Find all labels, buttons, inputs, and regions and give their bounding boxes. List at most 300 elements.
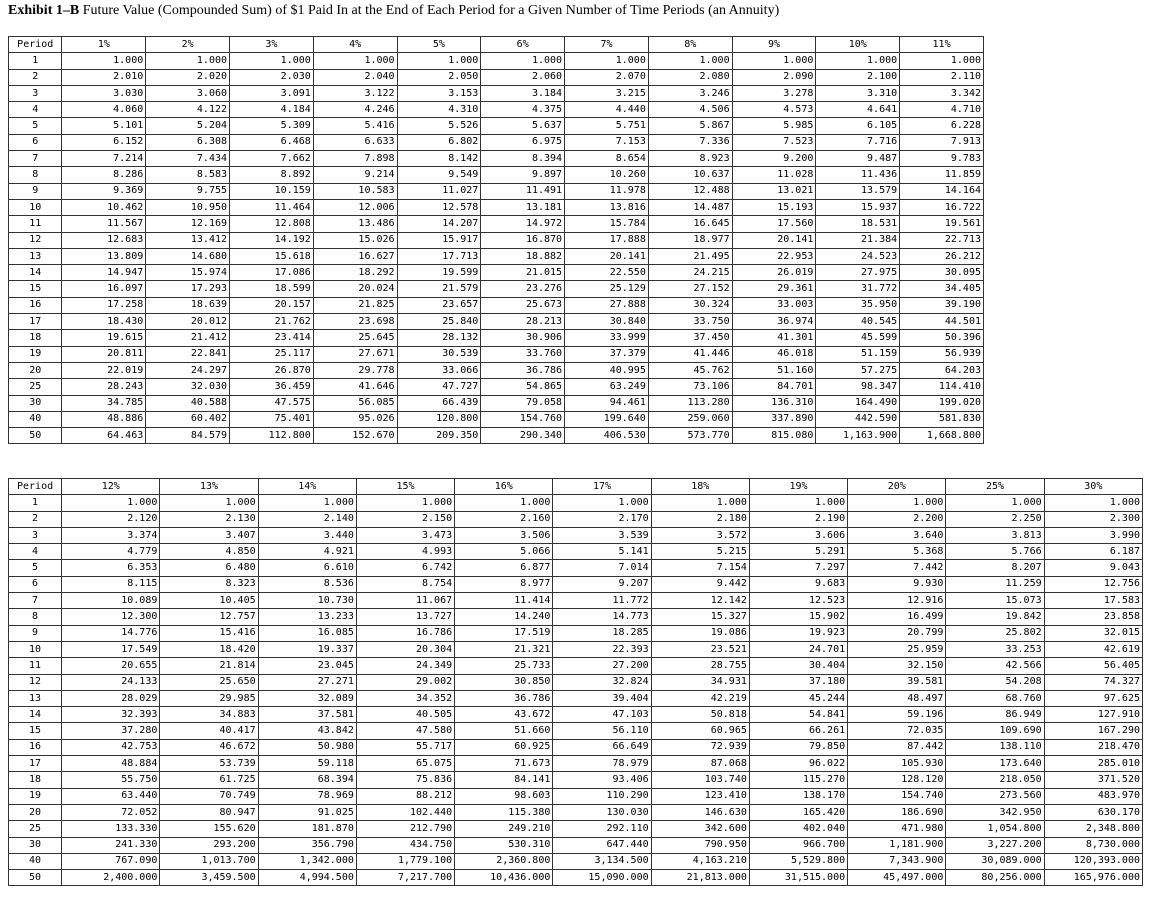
value-cell: 13.727 — [356, 609, 454, 625]
value-cell: 113.280 — [648, 395, 732, 411]
value-cell: 102.440 — [356, 804, 454, 820]
value-cell: 7.297 — [749, 560, 847, 576]
value-cell: 12.578 — [397, 199, 481, 215]
value-cell: 87.442 — [848, 739, 946, 755]
value-cell: 112.800 — [230, 428, 314, 444]
value-cell: 14.240 — [455, 609, 553, 625]
table-row — [9, 395, 984, 411]
value-cell: 21.762 — [230, 314, 314, 330]
value-cell: 199.640 — [565, 411, 649, 427]
period-cell: 3 — [9, 527, 62, 543]
value-cell: 10,436.000 — [455, 870, 553, 886]
table-row — [9, 560, 1143, 576]
value-cell: 442.590 — [816, 411, 900, 427]
value-cell: 5.368 — [848, 544, 946, 560]
value-cell: 21.321 — [455, 641, 553, 657]
period-cell: 20 — [9, 362, 62, 378]
value-cell: 9.487 — [816, 151, 900, 167]
value-cell: 18.420 — [160, 641, 258, 657]
value-cell: 8.923 — [648, 151, 732, 167]
value-cell: 2.130 — [160, 511, 258, 527]
value-cell: 3,134.500 — [553, 853, 651, 869]
rate-header: 30% — [1044, 479, 1142, 495]
value-cell: 10.637 — [648, 167, 732, 183]
value-cell: 37.379 — [565, 346, 649, 362]
table-row — [9, 216, 984, 232]
value-cell: 24.349 — [356, 658, 454, 674]
value-cell: 16.097 — [62, 281, 146, 297]
value-cell: 18.639 — [146, 297, 230, 313]
value-cell: 173.640 — [946, 756, 1044, 772]
value-cell: 3.310 — [816, 85, 900, 101]
value-cell: 32.015 — [1044, 625, 1142, 641]
value-cell: 1.000 — [565, 53, 649, 69]
value-cell: 6.975 — [481, 134, 565, 150]
value-cell: 8.142 — [397, 151, 481, 167]
table-row — [9, 314, 984, 330]
value-cell: 86.949 — [946, 707, 1044, 723]
value-cell: 18.531 — [816, 216, 900, 232]
value-cell: 4.440 — [565, 102, 649, 118]
value-cell: 6.152 — [62, 134, 146, 150]
period-cell: 11 — [9, 216, 62, 232]
value-cell: 3.184 — [481, 85, 565, 101]
value-cell: 138.170 — [749, 788, 847, 804]
value-cell: 54.841 — [749, 707, 847, 723]
value-cell: 74.327 — [1044, 674, 1142, 690]
value-cell: 94.461 — [565, 395, 649, 411]
value-cell: 109.690 — [946, 723, 1044, 739]
value-cell: 6.610 — [258, 560, 356, 576]
value-cell: 9.200 — [732, 151, 816, 167]
value-cell: 41.301 — [732, 330, 816, 346]
value-cell: 164.490 — [816, 395, 900, 411]
value-cell: 273.560 — [946, 788, 1044, 804]
value-cell: 48.497 — [848, 690, 946, 706]
value-cell: 17.549 — [62, 641, 160, 657]
value-cell: 2.100 — [816, 69, 900, 85]
table-row — [9, 511, 1143, 527]
value-cell: 1.000 — [313, 53, 397, 69]
table-row — [9, 739, 1143, 755]
value-cell: 3,227.200 — [946, 837, 1044, 853]
table-row — [9, 641, 1143, 657]
value-cell: 1.000 — [946, 495, 1044, 511]
period-cell: 6 — [9, 134, 62, 150]
value-cell: 120,393.000 — [1044, 853, 1142, 869]
value-cell: 32.393 — [62, 707, 160, 723]
value-cell: 530.310 — [455, 837, 553, 853]
table-row — [9, 232, 984, 248]
value-cell: 5.985 — [732, 118, 816, 134]
table-row — [9, 248, 984, 264]
value-cell: 23.045 — [258, 658, 356, 674]
value-cell: 371.520 — [1044, 772, 1142, 788]
value-cell: 17.293 — [146, 281, 230, 297]
value-cell: 3.539 — [553, 527, 651, 543]
table-row — [9, 804, 1143, 820]
value-cell: 34.785 — [62, 395, 146, 411]
table-row — [9, 593, 1143, 609]
value-cell: 56.405 — [1044, 658, 1142, 674]
value-cell: 12.683 — [62, 232, 146, 248]
value-cell: 46.672 — [160, 739, 258, 755]
value-cell: 6.742 — [356, 560, 454, 576]
value-cell: 133.330 — [62, 821, 160, 837]
value-cell: 103.740 — [651, 772, 749, 788]
table-row — [9, 183, 984, 199]
value-cell: 15,090.000 — [553, 870, 651, 886]
table-row — [9, 281, 984, 297]
value-cell: 16.645 — [648, 216, 732, 232]
value-cell: 5.291 — [749, 544, 847, 560]
value-cell: 4.779 — [62, 544, 160, 560]
value-cell: 12.142 — [651, 593, 749, 609]
value-cell: 9.369 — [62, 183, 146, 199]
value-cell: 115.380 — [455, 804, 553, 820]
value-cell: 5.526 — [397, 118, 481, 134]
value-cell: 110.290 — [553, 788, 651, 804]
value-cell: 13.579 — [816, 183, 900, 199]
value-cell: 28.132 — [397, 330, 481, 346]
value-cell: 63.440 — [62, 788, 160, 804]
value-cell: 13.816 — [565, 199, 649, 215]
value-cell: 8.394 — [481, 151, 565, 167]
value-cell: 115.270 — [749, 772, 847, 788]
period-cell: 7 — [9, 151, 62, 167]
value-cell: 1.000 — [900, 53, 984, 69]
value-cell: 19.923 — [749, 625, 847, 641]
value-cell: 8.536 — [258, 576, 356, 592]
value-cell: 23.858 — [1044, 609, 1142, 625]
value-cell: 51.159 — [816, 346, 900, 362]
value-cell: 1,163.900 — [816, 428, 900, 444]
table-row — [9, 330, 984, 346]
value-cell: 114.410 — [900, 379, 984, 395]
value-cell: 13.412 — [146, 232, 230, 248]
value-cell: 45,497.000 — [848, 870, 946, 886]
value-cell: 20.141 — [565, 248, 649, 264]
value-cell: 45.762 — [648, 362, 732, 378]
value-cell: 95.026 — [313, 411, 397, 427]
value-cell: 10.583 — [313, 183, 397, 199]
value-cell: 21.495 — [648, 248, 732, 264]
value-cell: 15.974 — [146, 265, 230, 281]
value-cell: 32.089 — [258, 690, 356, 706]
value-cell: 11.772 — [553, 593, 651, 609]
value-cell: 7.523 — [732, 134, 816, 150]
period-cell: 4 — [9, 102, 62, 118]
value-cell: 36.786 — [481, 362, 565, 378]
value-cell: 51.660 — [455, 723, 553, 739]
rate-header: 5% — [397, 37, 481, 53]
value-cell: 12.169 — [146, 216, 230, 232]
value-cell: 16.722 — [900, 199, 984, 215]
value-cell: 7.442 — [848, 560, 946, 576]
value-cell: 11.859 — [900, 167, 984, 183]
value-cell: 9.897 — [481, 167, 565, 183]
table-row — [9, 788, 1143, 804]
table-row — [9, 853, 1143, 869]
value-cell: 1.000 — [732, 53, 816, 69]
value-cell: 7.153 — [565, 134, 649, 150]
value-cell: 356.790 — [258, 837, 356, 853]
rate-header: 7% — [565, 37, 649, 53]
value-cell: 28.213 — [481, 314, 565, 330]
value-cell: 2.250 — [946, 511, 1044, 527]
value-cell: 3.215 — [565, 85, 649, 101]
value-cell: 5.766 — [946, 544, 1044, 560]
value-cell: 3.572 — [651, 527, 749, 543]
value-cell: 25.129 — [565, 281, 649, 297]
table-row — [9, 151, 984, 167]
value-cell: 249.210 — [455, 821, 553, 837]
table-row — [9, 723, 1143, 739]
value-cell: 56.110 — [553, 723, 651, 739]
value-cell: 17.713 — [397, 248, 481, 264]
value-cell: 4.921 — [258, 544, 356, 560]
value-cell: 2.070 — [565, 69, 649, 85]
value-cell: 6.480 — [160, 560, 258, 576]
table-row — [9, 411, 984, 427]
value-cell: 54.208 — [946, 674, 1044, 690]
value-cell: 9.043 — [1044, 560, 1142, 576]
value-cell: 471.980 — [848, 821, 946, 837]
value-cell: 57.275 — [816, 362, 900, 378]
value-cell: 167.290 — [1044, 723, 1142, 739]
value-cell: 16.499 — [848, 609, 946, 625]
rate-header: 3% — [230, 37, 314, 53]
value-cell: 42.619 — [1044, 641, 1142, 657]
value-cell: 23.698 — [313, 314, 397, 330]
table-row — [9, 527, 1143, 543]
value-cell: 2.030 — [230, 69, 314, 85]
value-cell: 36.786 — [455, 690, 553, 706]
table-row — [9, 870, 1143, 886]
table-row — [9, 821, 1143, 837]
value-cell: 5.416 — [313, 118, 397, 134]
value-cell: 16.870 — [481, 232, 565, 248]
value-cell: 33.066 — [397, 362, 481, 378]
value-cell: 27.200 — [553, 658, 651, 674]
value-cell: 61.725 — [160, 772, 258, 788]
value-cell: 73.106 — [648, 379, 732, 395]
value-cell: 165,976.000 — [1044, 870, 1142, 886]
value-cell: 65.075 — [356, 756, 454, 772]
period-cell: 2 — [9, 69, 62, 85]
value-cell: 2,360.800 — [455, 853, 553, 869]
value-cell: 5.215 — [651, 544, 749, 560]
value-cell: 34.352 — [356, 690, 454, 706]
value-cell: 146.630 — [651, 804, 749, 820]
value-cell: 630.170 — [1044, 804, 1142, 820]
period-cell: 30 — [9, 395, 62, 411]
value-cell: 23.414 — [230, 330, 314, 346]
value-cell: 209.350 — [397, 428, 481, 444]
value-cell: 17.560 — [732, 216, 816, 232]
period-cell: 50 — [9, 428, 62, 444]
value-cell: 11.978 — [565, 183, 649, 199]
value-cell: 40.505 — [356, 707, 454, 723]
value-cell: 29.002 — [356, 674, 454, 690]
value-cell: 120.800 — [397, 411, 481, 427]
value-cell: 93.406 — [553, 772, 651, 788]
value-cell: 79.058 — [481, 395, 565, 411]
value-cell: 2.120 — [62, 511, 160, 527]
value-cell: 84.141 — [455, 772, 553, 788]
value-cell: 6.468 — [230, 134, 314, 150]
period-cell: 9 — [9, 183, 62, 199]
value-cell: 13.181 — [481, 199, 565, 215]
value-cell: 12.006 — [313, 199, 397, 215]
value-cell: 80.947 — [160, 804, 258, 820]
table-row — [9, 69, 984, 85]
rate-header: 4% — [313, 37, 397, 53]
exhibit-label: Exhibit 1–B — [8, 3, 80, 18]
value-cell: 3.407 — [160, 527, 258, 543]
value-cell: 14.192 — [230, 232, 314, 248]
value-cell: 64.203 — [900, 362, 984, 378]
value-cell: 59.118 — [258, 756, 356, 772]
value-cell: 11.491 — [481, 183, 565, 199]
value-cell: 5.141 — [553, 544, 651, 560]
value-cell: 53.739 — [160, 756, 258, 772]
value-cell: 40.545 — [816, 314, 900, 330]
value-cell: 64.463 — [62, 428, 146, 444]
table-row — [9, 53, 984, 69]
value-cell: 68.394 — [258, 772, 356, 788]
value-cell: 402.040 — [749, 821, 847, 837]
value-cell: 17.258 — [62, 297, 146, 313]
value-cell: 19.842 — [946, 609, 1044, 625]
value-cell: 47.727 — [397, 379, 481, 395]
value-cell: 21.825 — [313, 297, 397, 313]
value-cell: 3.091 — [230, 85, 314, 101]
value-cell: 80,256.000 — [946, 870, 1044, 886]
value-cell: 966.700 — [749, 837, 847, 853]
value-cell: 46.018 — [732, 346, 816, 362]
value-cell: 23.657 — [397, 297, 481, 313]
value-cell: 24.523 — [816, 248, 900, 264]
value-cell: 9.683 — [749, 576, 847, 592]
value-cell: 36.974 — [732, 314, 816, 330]
value-cell: 72.939 — [651, 739, 749, 755]
value-cell: 3.030 — [62, 85, 146, 101]
value-cell: 4.850 — [160, 544, 258, 560]
period-cell: 12 — [9, 232, 62, 248]
value-cell: 24.133 — [62, 674, 160, 690]
value-cell: 152.670 — [313, 428, 397, 444]
value-cell: 63.249 — [565, 379, 649, 395]
value-cell: 6.228 — [900, 118, 984, 134]
value-cell: 32.030 — [146, 379, 230, 395]
value-cell: 2.090 — [732, 69, 816, 85]
value-cell: 30,089.000 — [946, 853, 1044, 869]
value-cell: 2.140 — [258, 511, 356, 527]
value-cell: 2.180 — [651, 511, 749, 527]
value-cell: 34.883 — [160, 707, 258, 723]
value-cell: 6.633 — [313, 134, 397, 150]
value-cell: 16.786 — [356, 625, 454, 641]
value-cell: 16.085 — [258, 625, 356, 641]
value-cell: 30.840 — [565, 314, 649, 330]
table-row — [9, 379, 984, 395]
value-cell: 98.603 — [455, 788, 553, 804]
rate-header: 1% — [62, 37, 146, 53]
table-row — [9, 134, 984, 150]
period-cell: 18 — [9, 772, 62, 788]
table-row — [9, 265, 984, 281]
value-cell: 3,459.500 — [160, 870, 258, 886]
value-cell: 4.375 — [481, 102, 565, 118]
value-cell: 3.278 — [732, 85, 816, 101]
value-cell: 292.110 — [553, 821, 651, 837]
value-cell: 48.886 — [62, 411, 146, 427]
value-cell: 68.760 — [946, 690, 1044, 706]
value-cell: 1.000 — [1044, 495, 1142, 511]
value-cell: 1.000 — [816, 53, 900, 69]
value-cell: 29.985 — [160, 690, 258, 706]
value-cell: 22.713 — [900, 232, 984, 248]
value-cell: 6.187 — [1044, 544, 1142, 560]
value-cell: 15.937 — [816, 199, 900, 215]
period-cell: 25 — [9, 821, 62, 837]
value-cell: 70.749 — [160, 788, 258, 804]
value-cell: 84.579 — [146, 428, 230, 444]
value-cell: 25.117 — [230, 346, 314, 362]
value-cell: 75.836 — [356, 772, 454, 788]
value-cell: 9.755 — [146, 183, 230, 199]
value-cell: 128.120 — [848, 772, 946, 788]
value-cell: 337.890 — [732, 411, 816, 427]
period-cell: 16 — [9, 297, 62, 313]
value-cell: 54.865 — [481, 379, 565, 395]
value-cell: 2.080 — [648, 69, 732, 85]
table-row — [9, 772, 1143, 788]
value-cell: 32.150 — [848, 658, 946, 674]
period-cell: 8 — [9, 167, 62, 183]
value-cell: 37.280 — [62, 723, 160, 739]
value-cell: 25.673 — [481, 297, 565, 313]
value-cell: 8.654 — [565, 151, 649, 167]
value-cell: 72.035 — [848, 723, 946, 739]
value-cell: 45.244 — [749, 690, 847, 706]
value-cell: 22.953 — [732, 248, 816, 264]
value-cell: 20.012 — [146, 314, 230, 330]
value-cell: 23.276 — [481, 281, 565, 297]
annuity-table-high-rates — [8, 478, 1143, 886]
value-cell: 573.770 — [648, 428, 732, 444]
value-cell: 14.972 — [481, 216, 565, 232]
value-cell: 186.690 — [848, 804, 946, 820]
value-cell: 154.740 — [848, 788, 946, 804]
value-cell: 33.003 — [732, 297, 816, 313]
value-cell: 138.110 — [946, 739, 1044, 755]
value-cell: 26.870 — [230, 362, 314, 378]
value-cell: 20.655 — [62, 658, 160, 674]
period-cell: 19 — [9, 346, 62, 362]
table-row — [9, 297, 984, 313]
rate-header: 8% — [648, 37, 732, 53]
value-cell: 97.625 — [1044, 690, 1142, 706]
value-cell: 7,217.700 — [356, 870, 454, 886]
period-cell: 17 — [9, 756, 62, 772]
value-cell: 12.808 — [230, 216, 314, 232]
value-cell: 1.000 — [397, 53, 481, 69]
value-cell: 48.884 — [62, 756, 160, 772]
value-cell: 4.573 — [732, 102, 816, 118]
value-cell: 6.105 — [816, 118, 900, 134]
